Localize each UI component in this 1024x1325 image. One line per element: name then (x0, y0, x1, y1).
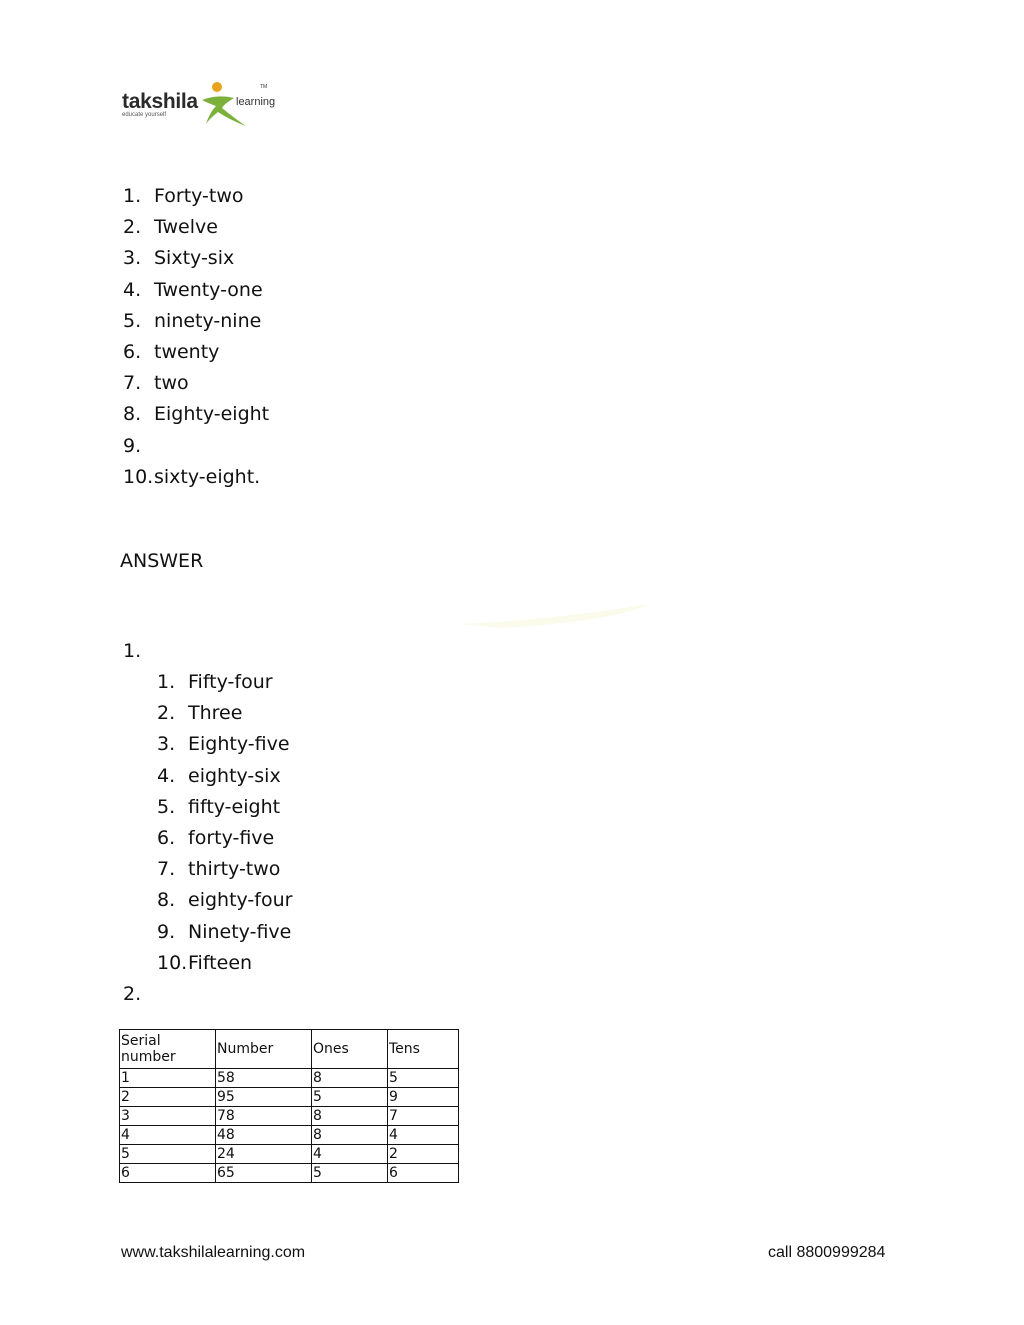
item-number: 10. (123, 465, 154, 488)
item-number: 1. (123, 185, 142, 207)
item-text: eighty-four (188, 889, 293, 912)
header-serial-number: Serial number (120, 1030, 216, 1069)
table-cell: 95 (216, 1088, 312, 1107)
header-ones: Ones (312, 1030, 388, 1069)
list-item (157, 885, 292, 916)
item-number: 3. (123, 247, 142, 270)
item-text: Sixty-six (154, 247, 235, 270)
table-header-row (120, 1030, 459, 1069)
table-row (120, 1126, 459, 1145)
item-number: 5. (157, 795, 176, 818)
table-cell: 6 (120, 1164, 216, 1183)
table-cell: 65 (216, 1164, 312, 1183)
item-text: Eighty-five (188, 733, 290, 756)
table-cell: 24 (216, 1145, 312, 1164)
faint-watermark (460, 600, 650, 636)
part-1-label: 1. (123, 640, 142, 662)
table-cell: 4 (120, 1126, 216, 1145)
item-text: Fifty-four (188, 671, 273, 693)
logo-tm: TM (260, 84, 268, 90)
list-item (157, 729, 292, 760)
questions-list (123, 181, 269, 493)
list-item (157, 792, 292, 823)
item-text: Three (188, 702, 243, 725)
list-item (157, 823, 292, 854)
table-cell: 2 (388, 1145, 459, 1164)
list-item (123, 212, 269, 243)
table-row (120, 1145, 459, 1164)
list-item (157, 761, 292, 792)
table-row (120, 1088, 459, 1107)
item-text: Forty-two (154, 185, 244, 207)
table-cell: 8 (312, 1107, 388, 1126)
item-text: sixty-eight. (154, 465, 261, 488)
list-item (123, 399, 269, 430)
item-number: 2. (123, 216, 142, 239)
list-item (123, 462, 269, 493)
item-text: two (154, 372, 189, 395)
table-cell: 78 (216, 1107, 312, 1126)
table-cell: 8 (312, 1126, 388, 1145)
list-item (157, 698, 292, 729)
logo-tagline: educate yourself (122, 112, 167, 118)
item-number: 8. (123, 403, 142, 426)
item-number: 4. (157, 764, 176, 787)
logo-brand: takshila (122, 90, 198, 113)
table-cell: 58 (216, 1069, 312, 1088)
answer-heading: ANSWER (120, 550, 204, 572)
table-cell: 3 (120, 1107, 216, 1126)
list-item (157, 667, 292, 698)
list-item (123, 431, 269, 462)
item-number: 7. (123, 372, 142, 395)
list-item (123, 275, 269, 306)
item-number: 8. (157, 889, 176, 912)
item-text: ninety-nine (154, 309, 262, 332)
logo-suffix: learning (236, 96, 276, 108)
item-number: 9. (157, 920, 176, 943)
table-row (120, 1164, 459, 1183)
table-cell: 8 (312, 1069, 388, 1088)
header-tens: Tens (388, 1030, 459, 1069)
list-item (157, 854, 292, 885)
item-number: 10. (157, 951, 188, 974)
item-text: Twelve (154, 216, 218, 239)
item-number: 3. (157, 733, 176, 756)
table-cell: 5 (312, 1164, 388, 1183)
table-cell: 7 (388, 1107, 459, 1126)
table-cell: 2 (120, 1088, 216, 1107)
list-item (123, 306, 269, 337)
list-item (123, 181, 269, 212)
table-cell: 4 (388, 1126, 459, 1145)
place-value-table (119, 1029, 459, 1183)
list-item (157, 948, 292, 979)
table-cell: 1 (120, 1069, 216, 1088)
item-text: Eighty-eight (154, 403, 270, 426)
item-number: 6. (123, 340, 142, 363)
item-text: Twenty-one (154, 278, 263, 301)
table-row (120, 1069, 459, 1088)
list-item (123, 337, 269, 368)
item-number: 6. (157, 826, 176, 849)
part-2-label: 2. (123, 983, 142, 1005)
table-cell: 5 (120, 1145, 216, 1164)
takshila-logo (120, 78, 276, 130)
footer-website: www.takshilalearning.com (121, 1244, 306, 1261)
table-cell: 5 (388, 1069, 459, 1088)
table-cell: 48 (216, 1126, 312, 1145)
item-number: 2. (157, 702, 176, 725)
item-number: 7. (157, 858, 176, 881)
item-text: Fifteen (188, 951, 253, 974)
item-number: 1. (157, 671, 176, 693)
list-item (157, 917, 292, 948)
table-cell: 4 (312, 1145, 388, 1164)
item-text: Ninety-five (188, 920, 292, 943)
table-cell: 6 (388, 1164, 459, 1183)
item-text: forty-five (188, 826, 275, 849)
item-number: 9. (123, 434, 142, 457)
item-text: thirty-two (188, 858, 281, 881)
table-cell: 9 (388, 1088, 459, 1107)
table-cell: 5 (312, 1088, 388, 1107)
item-number: 5. (123, 309, 142, 332)
list-item (123, 368, 269, 399)
table-row (120, 1107, 459, 1126)
item-number: 4. (123, 278, 142, 301)
item-text: twenty (154, 340, 220, 363)
header-number: Number (216, 1030, 312, 1069)
footer-phone: call 8800999284 (768, 1244, 886, 1261)
list-item (123, 243, 269, 274)
answers-list (157, 667, 292, 979)
item-text: fifty-eight (188, 795, 281, 818)
item-text: eighty-six (188, 764, 281, 787)
